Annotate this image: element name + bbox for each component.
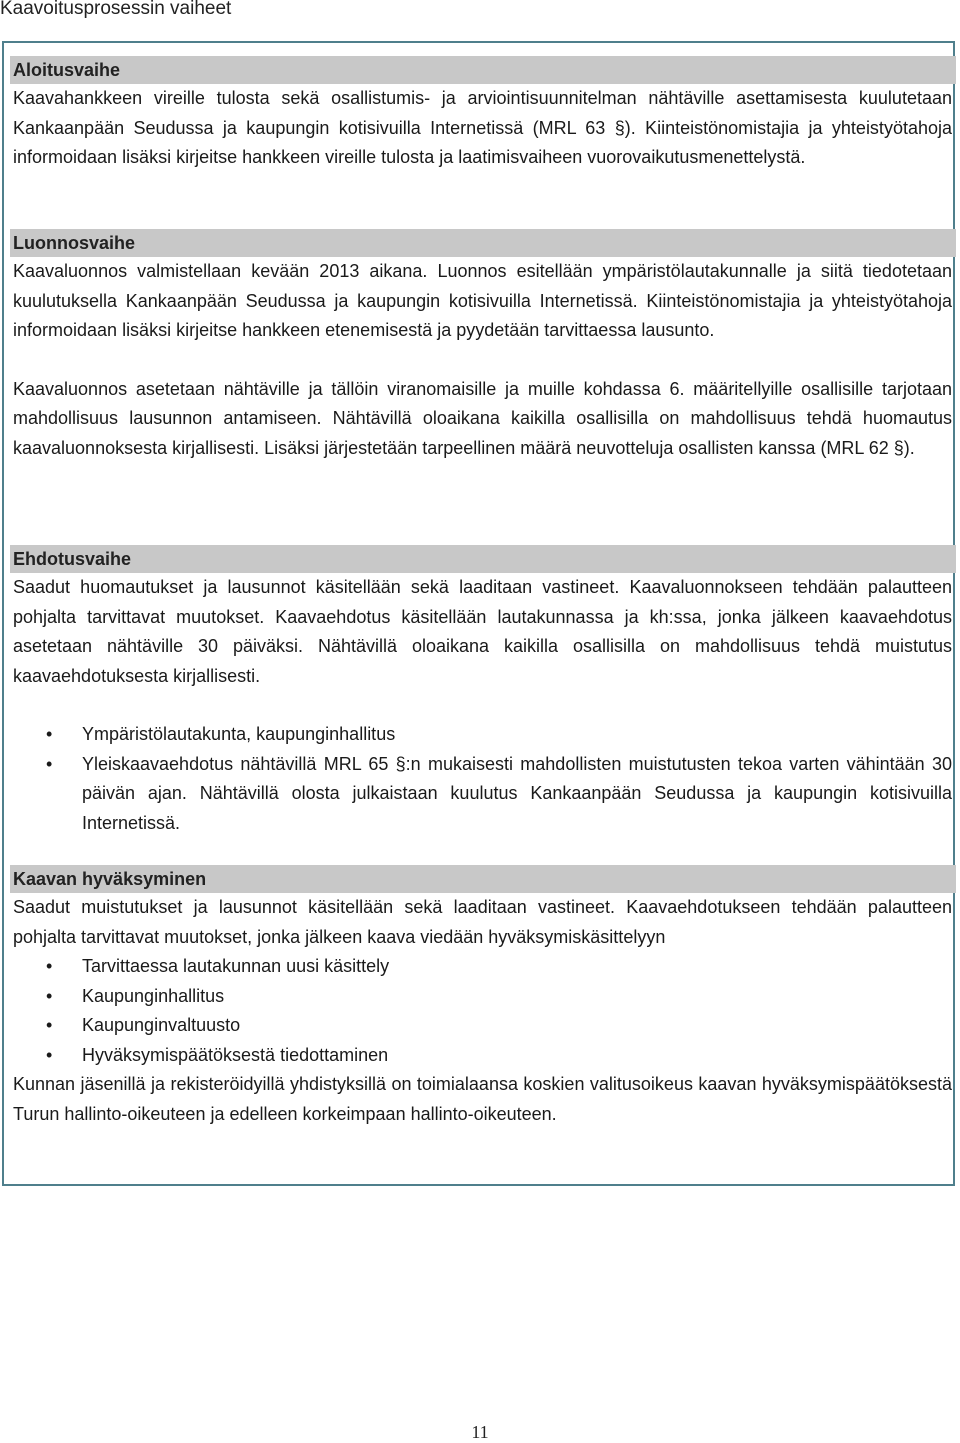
list-item-text: Ympäristölautakunta, kaupunginhallitus xyxy=(82,724,396,744)
list-item xyxy=(10,982,956,1012)
list-item xyxy=(10,720,956,750)
list-item xyxy=(10,750,956,839)
list-item-text: Yleiskaavaehdotus nähtävillä MRL 65 §:n mukaisesti mahdollisten muistutusten tekoa varten vähintään 30 päivän ajan. Nähtävillä olosta julkaistaan kuulutus Kankaanpään Seudussa ja kaupungin kotisivuilla Internetissä. xyxy=(82,753,952,833)
bullet-icon: • xyxy=(46,753,53,774)
list-item xyxy=(10,1041,956,1071)
page-title: Kaavoitusprosessin vaiheet xyxy=(0,0,232,19)
page-number: 11 xyxy=(471,1422,489,1442)
section-ehdotusvaihe xyxy=(10,545,956,838)
section-paragraph: Kunnan jäsenillä ja rekisteröidyillä yhdistyksillä on toimialaansa koskien valitusoikeus kaavan hyväksymispäätöksestä Turun hallinto-oikeuteen ja edelleen korkeimpaan hallinto-oikeuteen. xyxy=(13,1074,952,1124)
list-item-text: Kaupunginhallitus xyxy=(82,985,225,1006)
section-kaavan-hyvaksyminen xyxy=(10,865,956,1129)
bullet-icon: • xyxy=(46,724,53,744)
list-item-text: Hyväksymispäätöksestä tiedottaminen xyxy=(82,1044,389,1065)
list-item xyxy=(10,952,956,982)
section-paragraph: Kaavahankkeen vireille tulosta sekä osallistumis- ja arviointisuunnitelman nähtäville asettamisesta kuulutetaan Kankaanpään Seudussa ja kaupungin kotisivuilla Internetissä (MRL 63 §). Kiinteistönomistajia ja yhteistyötahoja informoidaan lisäksi kirjeitse hankkeen vireille tulosta ja laatimisvaiheen vuorovaikutusmenettelystä. xyxy=(13,88,952,167)
list-item-text: Tarvittaessa lautakunnan uusi käsittely xyxy=(82,956,390,976)
section-heading: Aloitusvaihe xyxy=(10,56,956,84)
section-heading: Ehdotusvaihe xyxy=(10,545,956,573)
section-aloitusvaihe xyxy=(10,56,956,173)
section-heading: Luonnosvaihe xyxy=(10,229,956,257)
section-paragraph: Saadut muistutukset ja lausunnot käsitellään sekä laaditaan vastineet. Kaavaehdotukseen tehdään palautteen pohjalta tarvittavat muutokset, jonka jälkeen kaava viedään hyväksymiskäsittelyyn xyxy=(13,897,952,947)
bullet-icon: • xyxy=(46,956,53,976)
list-item-text: Kaupunginvaltuusto xyxy=(82,1015,241,1035)
section-paragraph: Kaavaluonnos valmistellaan kevään 2013 aikana. Luonnos esitellään ympäristölautakunnalle ja siitä tiedotetaan kuulutuksella Kankaanpään Seudussa ja kaupungin kotisivuilla Internetissä. Kiinteistönomistajia ja yhteistyötahoja informoidaan lisäksi kirjeitse hankkeen etenemisestä ja pyydetään tarvittaessa lausunto. xyxy=(13,261,952,340)
list-item xyxy=(10,1011,956,1041)
bullet-icon: • xyxy=(46,1044,53,1065)
section-heading: Kaavan hyväksyminen xyxy=(10,865,956,893)
bullet-list xyxy=(10,952,956,1070)
section-luonnosvaihe xyxy=(10,229,956,463)
bullet-list xyxy=(10,720,956,838)
bullet-icon: • xyxy=(46,1015,53,1035)
section-paragraph: Saadut huomautukset ja lausunnot käsitellään sekä laaditaan vastineet. Kaavaluonnokseen tehdään palautteen pohjalta tarvittavat muutokset. Kaavaehdotus käsitellään lautakunnassa ja kh:ssa, jonka jälkeen kaavaehdotus asetetaan nähtäville 30 päiväksi. Nähtävillä oloaikana kaikilla osallisilla on mahdollisuus tehdä muistutus kaavaehdotuksesta kirjallisesti. xyxy=(13,577,952,686)
bullet-icon: • xyxy=(46,985,53,1006)
section-paragraph: Kaavaluonnos asetetaan nähtäville ja tällöin viranomaisille ja muille kohdassa 6. määritellyille osallisille tarjotaan mahdollisuus lausunnon antamiseen. Nähtävillä oloaikana kaikilla osallisilla on mahdollisuus tehdä huomautus kaavaluonnoksesta kirjallisesti. Lisäksi järjestetään tarpeellinen määrä neuvotteluja osallisten kanssa (MRL 62 §). xyxy=(13,378,952,458)
